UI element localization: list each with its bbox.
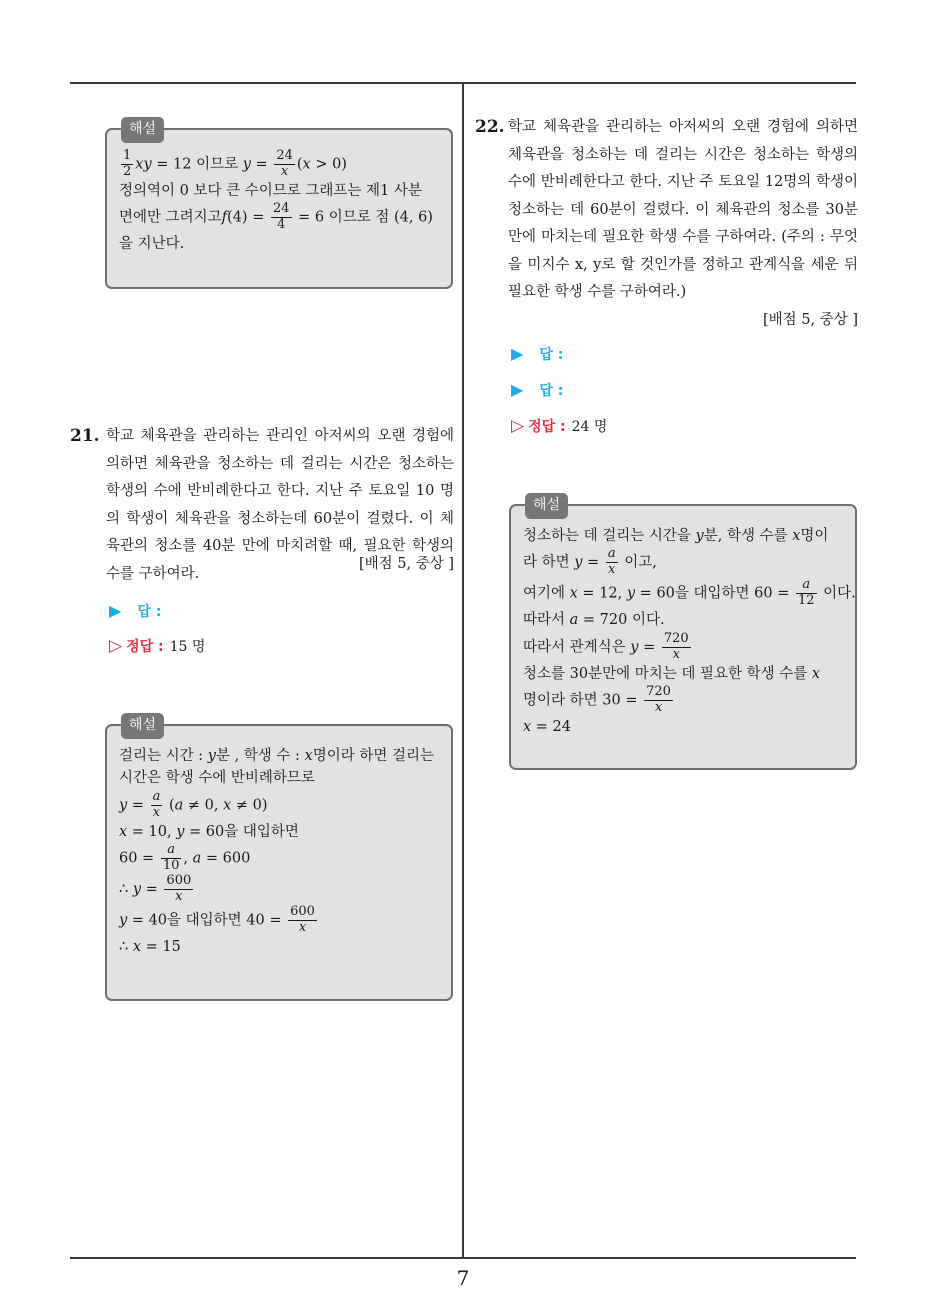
- outline-triangle-icon: ▷: [511, 416, 525, 436]
- solution-line: 면에만 그려지고f(4) = $\frac{24}{4}$ = 6 이므로 점 (4, 6): [119, 201, 433, 233]
- solution-line: x = 24: [523, 718, 572, 735]
- correct-answer-row: ▷ 정답 : 24 명: [511, 416, 608, 436]
- score-label: [배점 5, 중상 ]: [762, 311, 858, 328]
- solution-line: 60 = $\frac{a}{10}$ , a = 600: [119, 842, 251, 874]
- bottom-rule: [70, 1257, 856, 1259]
- answer-row: ▶ 답 :: [109, 601, 162, 620]
- solution-line: y = 40을 대입하면 40 = $\frac{600}{x}$: [119, 904, 315, 935]
- solution-line: 명이라 하면 30 = $\frac{720}{x}$: [523, 684, 671, 715]
- solution-line: 청소를 30분만에 마치는 데 필요한 학생 수를 x: [523, 665, 821, 682]
- outline-triangle-icon: ▷: [109, 636, 123, 656]
- problem-text: 학교 체육관을 관리하는 관리인 아저씨의 오랜 경험에 의하면 체육관을 청소하는 데 걸리는 시간은 청소하는 학생의 수에 반비례한다고 한다. 지난 주 토요일 10 명의 학생이 체육관을 청소하는데 60분이 걸렸다. 이 체육관의 청소를 40분 만에 마치려할 때, 필요한 학생의 수를 구하여라.: [106, 428, 454, 582]
- problem-22: [508, 114, 858, 334]
- answer-row: ▶ 답 :: [511, 344, 564, 363]
- solution-line: y = $\frac{a}{x}$ (a ≠ 0, x ≠ 0): [119, 788, 268, 820]
- solution-tag: 해설: [525, 493, 568, 519]
- play-triangle-icon: ▶: [109, 601, 122, 620]
- solution-line: ∴ y = $\frac{600}{x}$: [119, 873, 192, 905]
- solution-line: $\frac{1}{2}$ xy = 12 이므로 y = $\frac{24}{x}$ (x > 0): [123, 148, 347, 179]
- solution-tag: 해설: [121, 117, 164, 143]
- column-divider: [462, 84, 464, 1257]
- solution-line: 을 지난다.: [119, 236, 185, 253]
- answer-row: ▶ 답 :: [511, 380, 564, 399]
- solution-line: 따라서 관계식은 y = $\frac{720}{x}$: [523, 630, 689, 662]
- solution-tag: 해설: [121, 713, 164, 739]
- play-triangle-icon: ▶: [511, 344, 524, 363]
- solution-line: 정의역이 0 보다 큰 수이므로 그래프는 제1 사분: [119, 182, 422, 199]
- solution-line: 시간은 학생 수에 반비례하므로: [119, 770, 315, 787]
- solution-line: 걸리는 시간 : y분 , 학생 수 : x명이라 하면 걸리는: [119, 748, 434, 764]
- solution-line: 라 하면 y = $\frac{a}{x}$ 이고,: [523, 546, 657, 578]
- solution-line: 따라서 a = 720 이다.: [523, 612, 665, 629]
- play-triangle-icon: ▶: [511, 380, 524, 399]
- solution-box-3: [509, 497, 857, 770]
- solution-line: 여기에 x = 12, y = 60을 대입하면 60 = $\frac{a}{12}$ 이다.: [523, 577, 856, 609]
- page-number: 7: [456, 1266, 470, 1290]
- solution-line: ∴ x = 15: [119, 938, 181, 955]
- problem-number: 21.: [70, 426, 100, 446]
- score-label: [배점 5, 중상 ]: [358, 556, 454, 572]
- problem-21-score: [106, 551, 454, 579]
- solution-box-1: [105, 121, 453, 289]
- problem-text: 학교 체육관을 관리하는 아저씨의 오랜 경험에 의하면 체육관을 청소하는 데 걸리는 시간은 청소하는 학생의 수에 반비례한다고 한다. 지난 주 토요일 12명의 학생이 청소하는 데 60분이 걸렸다. 이 체육관의 청소를 30분만에 마치는데 필요한 학생 수를 구하여라. (주의 : 무엇을 미지수 x, y로 할 것인가를 정하고 관계식을 세운 뒤 필요한 학생 수를 구하여라.): [508, 119, 858, 301]
- problem-number: 22.: [475, 117, 505, 137]
- correct-answer-row: ▷ 정답 : 15 명: [109, 636, 206, 656]
- solution-line: x = 10, y = 60을 대입하면: [119, 823, 299, 840]
- solution-line: 청소하는 데 걸리는 시간을 y분, 학생 수를 x명이: [523, 528, 829, 544]
- solution-box-2: [105, 717, 453, 1001]
